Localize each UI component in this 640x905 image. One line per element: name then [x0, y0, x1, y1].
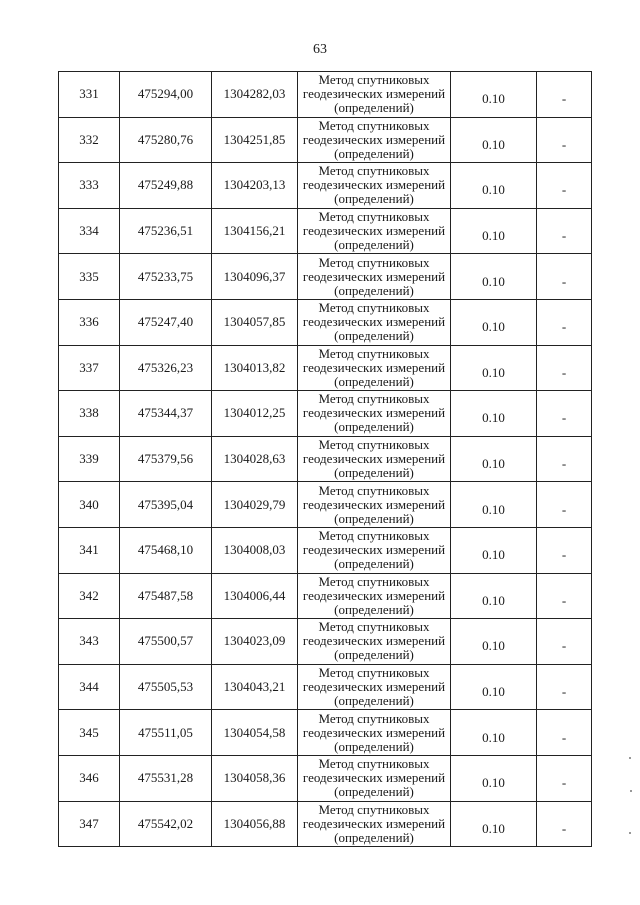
extra-cell: - [537, 573, 592, 619]
method-line: Метод спутниковых [318, 391, 430, 407]
scan-mark [630, 790, 632, 792]
point-number-cell: 346 [59, 755, 120, 801]
table-row [59, 391, 592, 437]
method-line: Метод спутниковых [318, 665, 430, 681]
extra-cell: - [537, 664, 592, 710]
method-line: (определений) [334, 191, 414, 207]
extra-cell: - [537, 208, 592, 254]
method-line: Метод спутниковых [318, 528, 430, 544]
method-line: (определений) [334, 145, 414, 161]
method-cell [298, 527, 451, 573]
method-line: геодезических измерений [302, 724, 446, 740]
method-line: (определений) [334, 465, 414, 481]
method-cell [298, 391, 451, 437]
point-number-cell: 342 [59, 573, 120, 619]
method-line: Метод спутниковых [318, 619, 430, 635]
extra-cell: - [537, 527, 592, 573]
extra-cell: - [537, 117, 592, 163]
point-number-cell: 343 [59, 619, 120, 665]
table-row [59, 619, 592, 665]
point-number-cell: 337 [59, 345, 120, 391]
method-line: геодезических измерений [302, 131, 446, 147]
x-coordinate-cell: 475542,02 [120, 801, 212, 847]
table-row [59, 299, 592, 345]
x-coordinate-cell: 475505,53 [120, 664, 212, 710]
x-coordinate-cell: 475344,37 [120, 391, 212, 437]
method-line: геодезических измерений [302, 86, 446, 102]
method-line: Метод спутниковых [318, 345, 430, 361]
x-coordinate-cell: 475468,10 [120, 527, 212, 573]
x-coordinate-cell: 475249,88 [120, 163, 212, 209]
method-line: (определений) [334, 556, 414, 572]
x-coordinate-cell: 475511,05 [120, 710, 212, 756]
table-row [59, 573, 592, 619]
method-cell [298, 801, 451, 847]
x-coordinate-cell: 475280,76 [120, 117, 212, 163]
x-coordinate-cell: 475379,56 [120, 436, 212, 482]
y-coordinate-cell: 1304054,58 [212, 710, 298, 756]
y-coordinate-cell: 1304013,82 [212, 345, 298, 391]
point-number-cell: 345 [59, 710, 120, 756]
y-coordinate-cell: 1304203,13 [212, 163, 298, 209]
page-number: 63 [313, 42, 327, 57]
method-line: (определений) [334, 282, 414, 298]
accuracy-cell: 0.10 [451, 527, 537, 573]
method-line: геодезических измерений [302, 542, 446, 558]
point-number-cell: 333 [59, 163, 120, 209]
y-coordinate-cell: 1304012,25 [212, 391, 298, 437]
extra-cell: - [537, 345, 592, 391]
method-line: Метод спутниковых [318, 710, 430, 726]
table-row [59, 710, 592, 756]
method-line: (определений) [334, 373, 414, 389]
point-number-cell: 344 [59, 664, 120, 710]
method-cell [298, 254, 451, 300]
method-line: геодезических измерений [302, 314, 446, 330]
extra-cell: - [537, 482, 592, 528]
coordinates-table [58, 71, 592, 847]
method-cell [298, 299, 451, 345]
coordinates-table-body [59, 72, 592, 847]
method-cell [298, 573, 451, 619]
table-row [59, 755, 592, 801]
method-line: (определений) [334, 601, 414, 617]
point-number-cell: 339 [59, 436, 120, 482]
x-coordinate-cell: 475326,23 [120, 345, 212, 391]
y-coordinate-cell: 1304008,03 [212, 527, 298, 573]
method-line: (определений) [334, 237, 414, 253]
y-coordinate-cell: 1304029,79 [212, 482, 298, 528]
y-coordinate-cell: 1304057,85 [212, 299, 298, 345]
extra-cell: - [537, 710, 592, 756]
method-line: (определений) [334, 510, 414, 526]
x-coordinate-cell: 475294,00 [120, 72, 212, 118]
extra-cell: - [537, 619, 592, 665]
accuracy-cell: 0.10 [451, 436, 537, 482]
accuracy-cell: 0.10 [451, 117, 537, 163]
accuracy-cell: 0.10 [451, 72, 537, 118]
method-line: геодезических измерений [302, 633, 446, 649]
y-coordinate-cell: 1304156,21 [212, 208, 298, 254]
extra-cell: - [537, 801, 592, 847]
scan-mark [629, 832, 631, 834]
table-row [59, 254, 592, 300]
point-number-cell: 331 [59, 72, 120, 118]
point-number-cell: 332 [59, 117, 120, 163]
method-line: Метод спутниковых [318, 437, 430, 453]
point-number-cell: 341 [59, 527, 120, 573]
point-number-cell: 347 [59, 801, 120, 847]
x-coordinate-cell: 475236,51 [120, 208, 212, 254]
method-line: (определений) [334, 738, 414, 754]
method-cell [298, 436, 451, 482]
extra-cell: - [537, 755, 592, 801]
method-cell [298, 755, 451, 801]
y-coordinate-cell: 1304023,09 [212, 619, 298, 665]
method-line: геодезических измерений [302, 496, 446, 512]
method-cell [298, 72, 451, 118]
x-coordinate-cell: 475487,58 [120, 573, 212, 619]
y-coordinate-cell: 1304282,03 [212, 72, 298, 118]
method-line: геодезических измерений [302, 815, 446, 831]
extra-cell: - [537, 391, 592, 437]
method-line: Метод спутниковых [318, 482, 430, 498]
method-line: Метод спутниковых [318, 254, 430, 270]
method-line: Метод спутниковых [318, 72, 430, 88]
table-row [59, 482, 592, 528]
method-line: геодезических измерений [302, 451, 446, 467]
method-cell [298, 163, 451, 209]
y-coordinate-cell: 1304096,37 [212, 254, 298, 300]
method-line: геодезических измерений [302, 587, 446, 603]
method-line: геодезических измерений [302, 268, 446, 284]
extra-cell: - [537, 254, 592, 300]
y-coordinate-cell: 1304058,36 [212, 755, 298, 801]
table-row [59, 117, 592, 163]
method-line: геодезических измерений [302, 679, 446, 695]
accuracy-cell: 0.10 [451, 755, 537, 801]
method-cell [298, 710, 451, 756]
scan-mark [629, 757, 631, 759]
accuracy-cell: 0.10 [451, 801, 537, 847]
method-cell [298, 482, 451, 528]
method-line: Метод спутниковых [318, 300, 430, 316]
table-row [59, 163, 592, 209]
table-row [59, 436, 592, 482]
method-cell [298, 619, 451, 665]
accuracy-cell: 0.10 [451, 573, 537, 619]
method-cell [298, 208, 451, 254]
method-line: Метод спутниковых [318, 117, 430, 133]
extra-cell: - [537, 72, 592, 118]
y-coordinate-cell: 1304028,63 [212, 436, 298, 482]
point-number-cell: 340 [59, 482, 120, 528]
accuracy-cell: 0.10 [451, 345, 537, 391]
point-number-cell: 334 [59, 208, 120, 254]
table-row [59, 664, 592, 710]
accuracy-cell: 0.10 [451, 163, 537, 209]
point-number-cell: 338 [59, 391, 120, 437]
y-coordinate-cell: 1304056,88 [212, 801, 298, 847]
accuracy-cell: 0.10 [451, 482, 537, 528]
method-cell [298, 117, 451, 163]
method-line: (определений) [334, 693, 414, 709]
x-coordinate-cell: 475247,40 [120, 299, 212, 345]
extra-cell: - [537, 163, 592, 209]
table-row [59, 345, 592, 391]
method-line: (определений) [334, 647, 414, 663]
accuracy-cell: 0.10 [451, 208, 537, 254]
method-line: (определений) [334, 100, 414, 116]
method-line: Метод спутниковых [318, 756, 430, 772]
method-line: Метод спутниковых [318, 163, 430, 179]
accuracy-cell: 0.10 [451, 619, 537, 665]
y-coordinate-cell: 1304006,44 [212, 573, 298, 619]
method-line: Метод спутниковых [318, 209, 430, 225]
x-coordinate-cell: 475500,57 [120, 619, 212, 665]
accuracy-cell: 0.10 [451, 710, 537, 756]
method-line: геодезических измерений [302, 770, 446, 786]
accuracy-cell: 0.10 [451, 664, 537, 710]
method-line: (определений) [334, 419, 414, 435]
table-row [59, 527, 592, 573]
x-coordinate-cell: 475233,75 [120, 254, 212, 300]
table-row [59, 208, 592, 254]
table-row [59, 72, 592, 118]
method-line: Метод спутниковых [318, 573, 430, 589]
method-cell [298, 345, 451, 391]
point-number-cell: 335 [59, 254, 120, 300]
x-coordinate-cell: 475531,28 [120, 755, 212, 801]
table-row [59, 801, 592, 847]
x-coordinate-cell: 475395,04 [120, 482, 212, 528]
accuracy-cell: 0.10 [451, 391, 537, 437]
method-line: геодезических измерений [302, 359, 446, 375]
y-coordinate-cell: 1304251,85 [212, 117, 298, 163]
accuracy-cell: 0.10 [451, 254, 537, 300]
method-line: геодезических измерений [302, 405, 446, 421]
method-line: (определений) [334, 829, 414, 845]
point-number-cell: 336 [59, 299, 120, 345]
method-line: (определений) [334, 784, 414, 800]
extra-cell: - [537, 436, 592, 482]
y-coordinate-cell: 1304043,21 [212, 664, 298, 710]
method-line: геодезических измерений [302, 223, 446, 239]
method-line: Метод спутниковых [318, 801, 430, 817]
extra-cell: - [537, 299, 592, 345]
method-cell [298, 664, 451, 710]
accuracy-cell: 0.10 [451, 299, 537, 345]
method-line: (определений) [334, 328, 414, 344]
method-line: геодезических измерений [302, 177, 446, 193]
